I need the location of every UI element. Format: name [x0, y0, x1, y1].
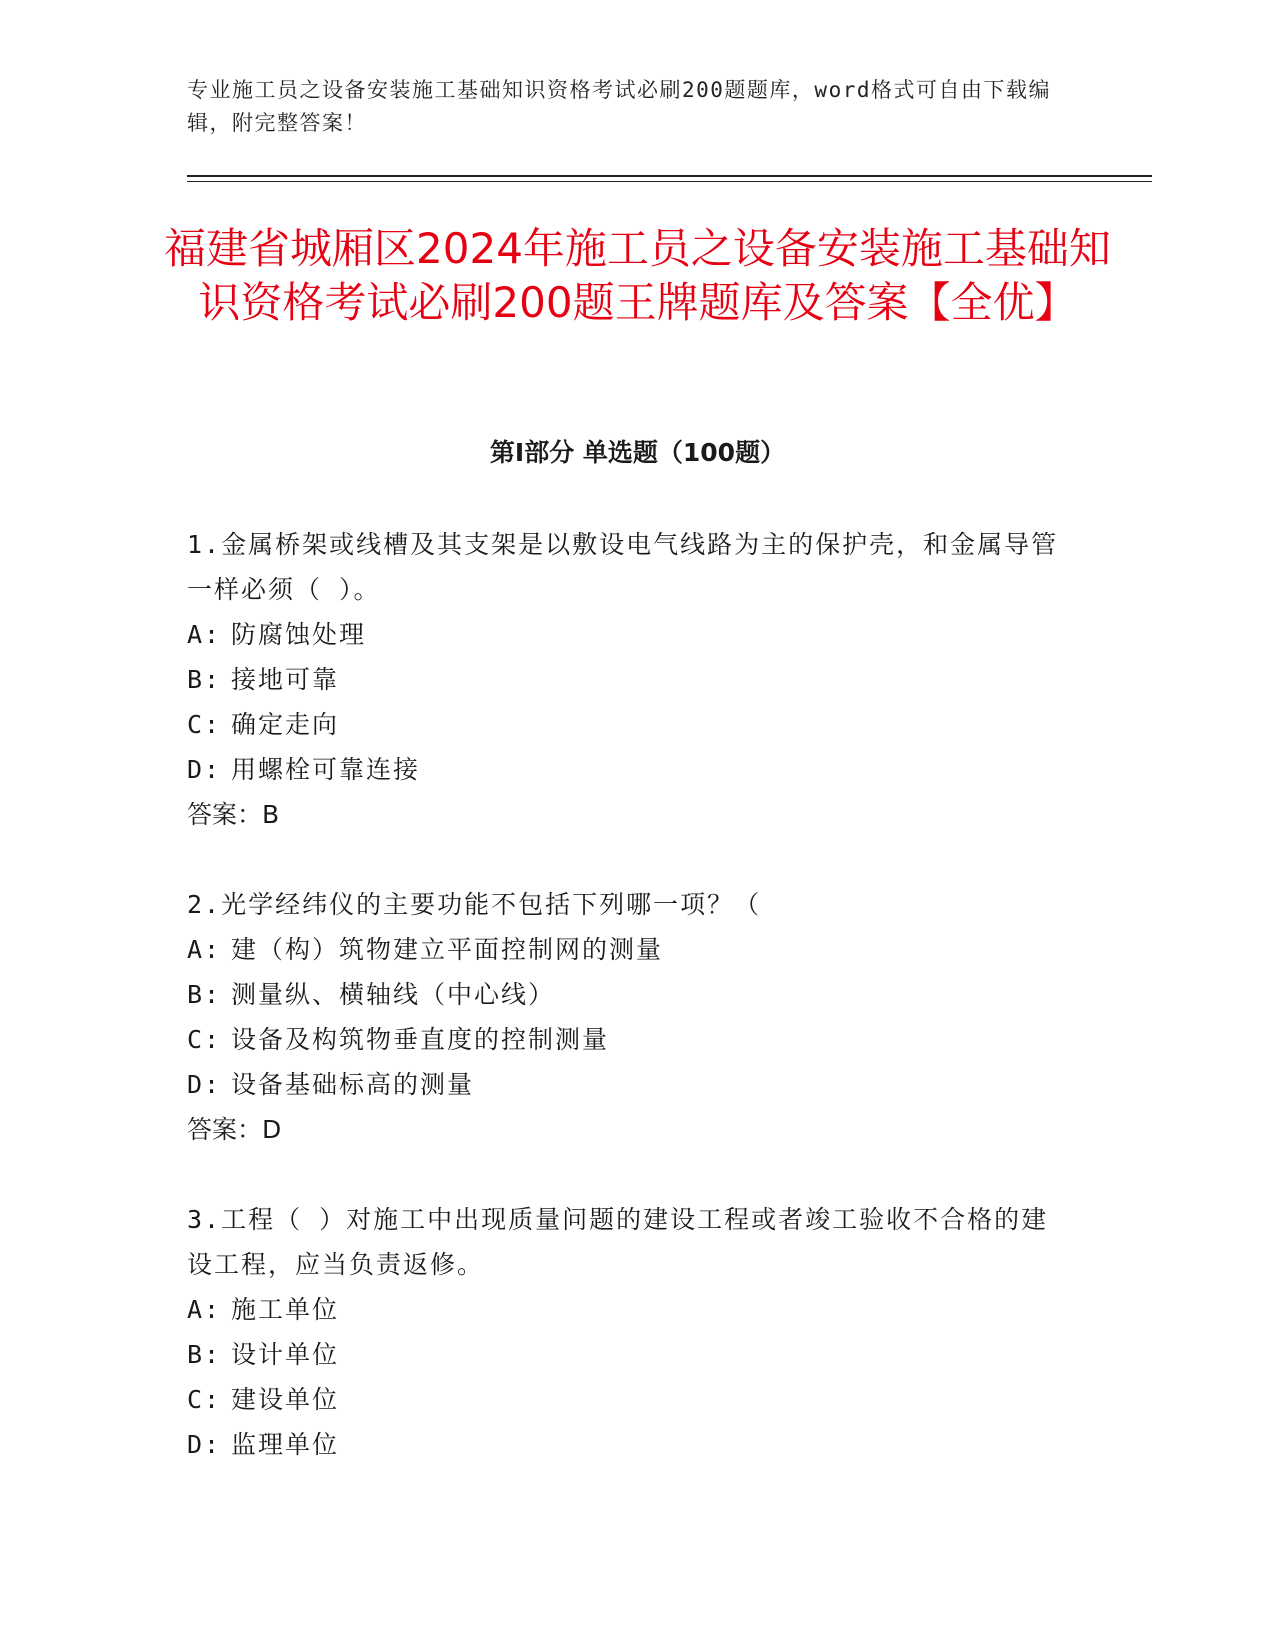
option-text: 用螺栓可靠连接	[231, 755, 421, 784]
question-list	[187, 522, 1067, 1512]
option-d	[187, 1062, 1067, 1107]
option-key: D:	[187, 1070, 222, 1099]
option-text: 建设单位	[231, 1385, 340, 1414]
option-d	[187, 1422, 1067, 1467]
option-text: 建（构）筑物建立平面控制网的测量	[231, 935, 664, 964]
option-key: A:	[187, 620, 222, 649]
document-title: 福建省城厢区2024年施工员之设备安装施工基础知识资格考试必刷200题王牌题库及答案【全优】	[164, 224, 1111, 327]
option-text: 设备及构筑物垂直度的控制测量	[231, 1025, 610, 1054]
option-d	[187, 747, 1067, 792]
option-text: 接地可靠	[231, 665, 340, 694]
option-key: B:	[187, 665, 222, 694]
option-key: C:	[187, 1385, 222, 1414]
option-c	[187, 1017, 1067, 1062]
option-key: A:	[187, 1295, 222, 1324]
question-2	[187, 882, 1067, 1152]
option-key: C:	[187, 1025, 222, 1054]
question-stem: 3.工程（ ）对施工中出现质量问题的建设工程或者竣工验收不合格的建设工程，应当负责返修。	[187, 1205, 1049, 1279]
option-b	[187, 1332, 1067, 1377]
option-key: D:	[187, 755, 222, 784]
header-divider-thin	[187, 181, 1152, 182]
option-text: 确定走向	[231, 710, 340, 739]
option-b	[187, 657, 1067, 702]
option-text: 防腐蚀处理	[231, 620, 367, 649]
question-stem: 2.光学经纬仪的主要功能不包括下列哪一项？（	[187, 890, 762, 919]
header-note: 专业施工员之设备安装施工基础知识资格考试必刷200题题库，word格式可自由下载编辑，附完整答案！	[187, 78, 1051, 135]
section-title: 第I部分 单选题（100题）	[489, 438, 786, 467]
option-text: 设备基础标高的测量	[231, 1070, 475, 1099]
option-c	[187, 702, 1067, 747]
question-1	[187, 522, 1067, 837]
option-key: C:	[187, 710, 222, 739]
question-3	[187, 1197, 1067, 1467]
option-text: 施工单位	[231, 1295, 340, 1324]
option-key: A:	[187, 935, 222, 964]
header-divider-thick	[187, 175, 1152, 177]
option-a	[187, 612, 1067, 657]
option-key: D:	[187, 1430, 222, 1459]
option-c	[187, 1377, 1067, 1422]
option-key: B:	[187, 980, 222, 1009]
question-stem: 1.金属桥架或线槽及其支架是以敷设电气线路为主的保护壳，和金属导管一样必须（ ）。	[187, 530, 1059, 604]
option-a	[187, 1287, 1067, 1332]
answer-line: 答案：D	[187, 1115, 282, 1144]
option-text: 测量纵、横轴线（中心线）	[231, 980, 556, 1009]
option-text: 设计单位	[231, 1340, 340, 1369]
answer-line: 答案：B	[187, 800, 280, 829]
option-text: 监理单位	[231, 1430, 340, 1459]
option-key: B:	[187, 1340, 222, 1369]
option-b	[187, 972, 1067, 1017]
option-a	[187, 927, 1067, 972]
